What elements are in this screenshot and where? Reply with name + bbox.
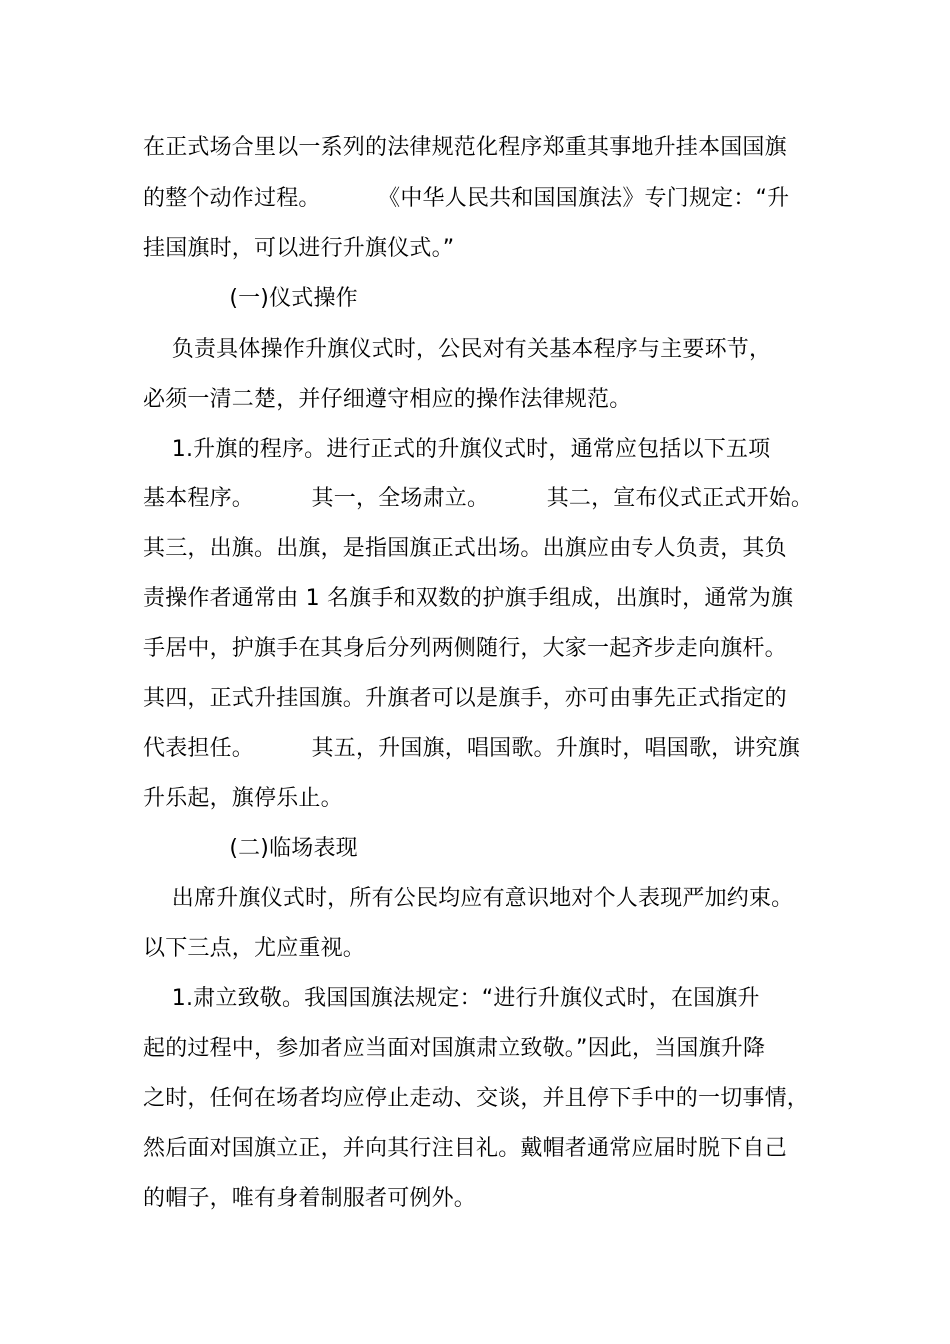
text-line: 手居中，护旗手在其身后分列两侧随行，大家一起齐步走向旗杆。 bbox=[143, 636, 787, 661]
text-line: 然后面对国旗立正，并向其行注目礼。戴帽者通常应届时脱下自己 bbox=[143, 1136, 787, 1161]
text-line: 其四，正式升挂国旗。升旗者可以是旗手，亦可由事先正式指定的 bbox=[143, 686, 787, 711]
section-heading: (一)仪式操作 bbox=[143, 286, 358, 311]
text-line: 负责具体操作升旗仪式时，公民对有关基本程序与主要环节， bbox=[143, 337, 772, 362]
text-line: 1.肃立致敬。我国国旗法规定：“进行升旗仪式时，在国旗升 bbox=[143, 986, 760, 1011]
text-line: 代表担任。 其五，升国旗，唱国歌。升旗时，唱国歌，讲究旗 bbox=[143, 736, 800, 761]
text-line: 在正式场合里以一系列的法律规范化程序郑重其事地升挂本国国旗 bbox=[143, 135, 787, 160]
text-line: 之时，任何在场者均应停止走动、交谈，并且停下手中的一切事情， bbox=[143, 1086, 810, 1111]
text-line: 基本程序。 其一，全场肃立。 其二，宣布仪式正式开始。 bbox=[143, 486, 814, 511]
text-line: 其三，出旗。出旗，是指国旗正式出场。出旗应由专人负责，其负 bbox=[143, 536, 787, 561]
text-line: 挂国旗时，可以进行升旗仪式。” bbox=[143, 236, 455, 261]
text-line: 1.升旗的程序。进行正式的升旗仪式时，通常应包括以下五项 bbox=[143, 437, 771, 462]
text-line: 必须一清二楚，并仔细遵守相应的操作法律规范。 bbox=[143, 387, 632, 412]
text-line: 出席升旗仪式时，所有公民均应有意识地对个人表现严加约束。 bbox=[143, 886, 794, 911]
text-line: 起的过程中，参加者应当面对国旗肃立致敬。”因此，当国旗升降 bbox=[143, 1036, 766, 1061]
section-heading: (二)临场表现 bbox=[143, 836, 358, 861]
text-line: 升乐起，旗停乐止。 bbox=[143, 786, 343, 811]
text-line: 以下三点，尤应重视。 bbox=[143, 936, 366, 961]
text-line: 的帽子，唯有身着制服者可例外。 bbox=[143, 1186, 477, 1211]
text-line: 责操作者通常由 1 名旗手和双数的护旗手组成，出旗时，通常为旗 bbox=[143, 586, 794, 611]
text-line: 的整个动作过程。 《中华人民共和国国旗法》专门规定：“升 bbox=[143, 186, 790, 211]
